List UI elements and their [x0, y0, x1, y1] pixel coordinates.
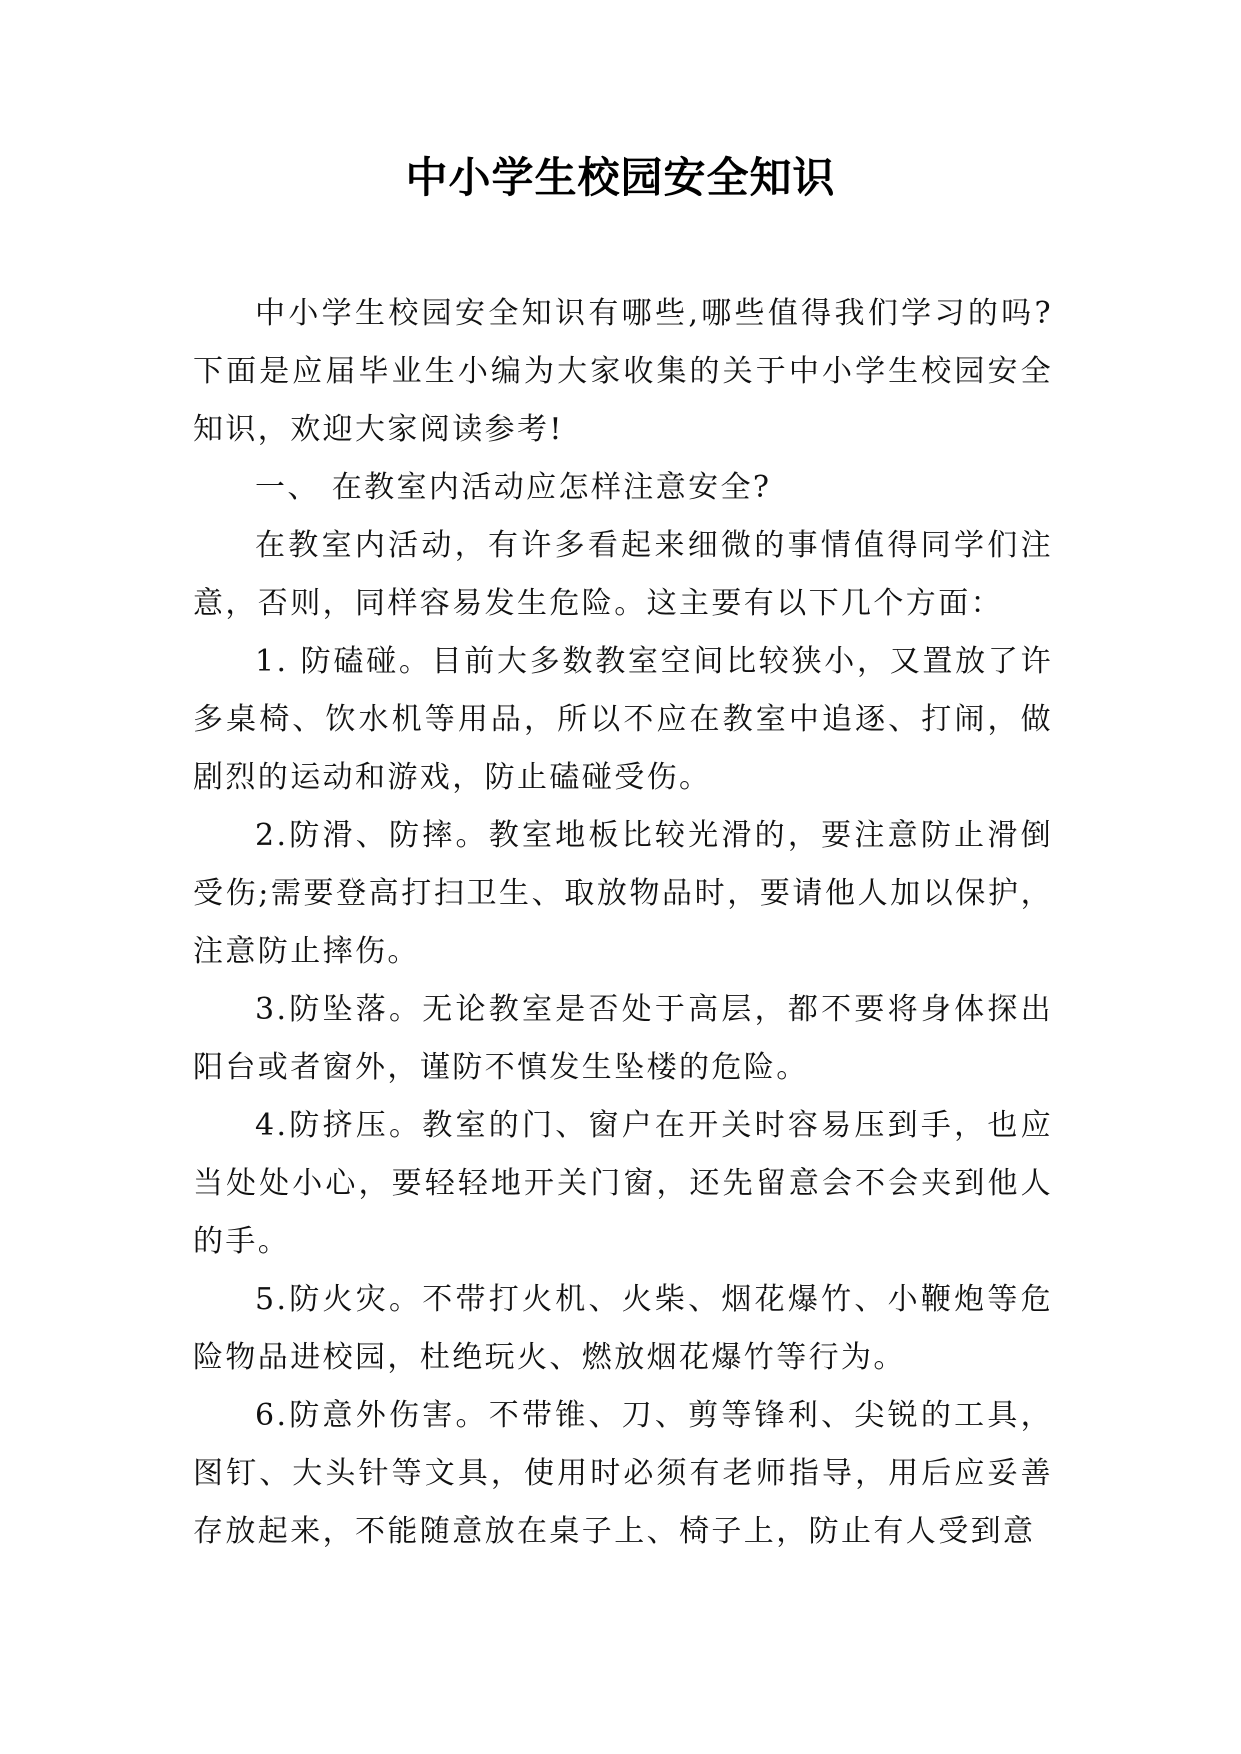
paragraph-item-1: 1. 防磕碰。目前大多数教室空间比较狭小，又置放了许多桌椅、饮水机等用品，所以不应在教室中追逐、打闹，做剧烈的运动和游戏，防止磕碰受伤。 — [193, 644, 1053, 795]
paragraph-item-6: 6.防意外伤害。不带锥、刀、剪等锋利、尖锐的工具，图钉、大头针等文具，使用时必须有老师指导，用后应妥善存放起来，不能随意放在桌子上、椅子上，防止有人受到意 — [193, 1398, 1053, 1549]
paragraph-item-5: 5.防火灾。不带打火机、火柴、烟花爆竹、小鞭炮等危险物品进校园，杜绝玩火、燃放烟花爆竹等行为。 — [193, 1282, 1053, 1375]
section-heading-classroom: 一、 在教室内活动应怎样注意安全? — [255, 470, 772, 505]
paragraph-classroom-overview: 在教室内活动，有许多看起来细微的事情值得同学们注意，否则，同样容易发生危险。这主要有以下几个方面： — [193, 528, 1053, 621]
document-body — [193, 285, 1053, 1561]
document-title: 中小学生校园安全知识 — [405, 153, 836, 202]
paragraph-intro: 中小学生校园安全知识有哪些,哪些值得我们学习的吗?下面是应届毕业生小编为大家收集的关于中小学生校园安全知识，欢迎大家阅读参考! — [193, 296, 1053, 447]
paragraph-item-4: 4.防挤压。教室的门、窗户在开关时容易压到手，也应当处处小心，要轻轻地开关门窗，还先留意会不会夹到他人的手。 — [193, 1108, 1053, 1259]
paragraph-item-3: 3.防坠落。无论教室是否处于高层，都不要将身体探出阳台或者窗外，谨防不慎发生坠楼的危险。 — [193, 992, 1053, 1085]
paragraph-item-2: 2.防滑、防摔。教室地板比较光滑的，要注意防止滑倒受伤;需要登高打扫卫生、取放物品时，要请他人加以保护，注意防止摔伤。 — [193, 818, 1053, 969]
